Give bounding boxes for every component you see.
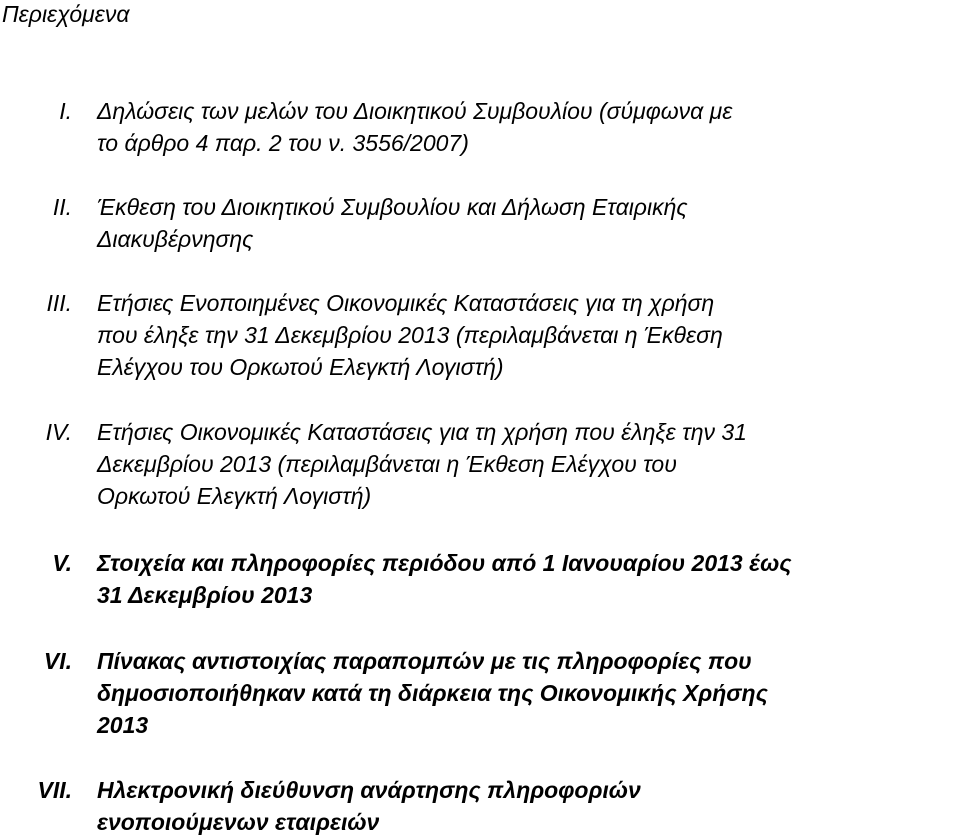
toc-entry-number: V. xyxy=(52,550,72,576)
toc-entry-number: II. xyxy=(52,194,72,220)
toc-entry-number: VII. xyxy=(37,777,72,803)
toc-entry-number: IV. xyxy=(45,419,72,445)
toc-entry-text: Έκθεση του Διοικητικού Συμβουλίου και Δήλωση Εταιρικής Διακυβέρνησης xyxy=(97,194,688,252)
toc-entry-text: Ετήσιες Οικονομικές Καταστάσεις για τη χρήση που έληξε την 31 Δεκεμβρίου 2013 (περιλαμβάνεται η Έκθεση Ελέγχου του Ορκωτού Ελεγκτή Λογιστή) xyxy=(97,419,747,509)
toc-entry-text: Ετήσιες Ενοποιημένες Οικονομικές Καταστάσεις για τη χρήση που έληξε την 31 Δεκεμβρίου 2013 (περιλαμβάνεται η Έκθεση Ελέγχου του Ορκωτού Ελεγκτή Λογιστή) xyxy=(97,290,723,380)
toc-entry-text: Πίνακας αντιστοιχίας παραπομπών με τις πληροφορίες που δημοσιοποιήθηκαν κατά τη διάρκεια της Οικονομικής Χρήσης 2013 xyxy=(97,648,768,738)
toc-entry-text: Ηλεκτρονική διεύθυνση ανάρτησης πληροφοριών ενοποιούμενων εταιρειών xyxy=(97,777,641,835)
page-title: Περιεχόμενα xyxy=(2,1,130,27)
toc-entry-number: III. xyxy=(46,290,72,316)
toc-entry-number: I. xyxy=(59,98,72,124)
toc-entry-text: Στοιχεία και πληροφορίες περιόδου από 1 Ιανουαρίου 2013 έως 31 Δεκεμβρίου 2013 xyxy=(97,550,792,608)
toc-entry-text: Δηλώσεις των μελών του Διοικητικού Συμβουλίου (σύμφωνα με το άρθρο 4 παρ. 2 του ν. 3556/2007) xyxy=(97,98,733,156)
toc-entry-number: VI. xyxy=(43,648,72,674)
